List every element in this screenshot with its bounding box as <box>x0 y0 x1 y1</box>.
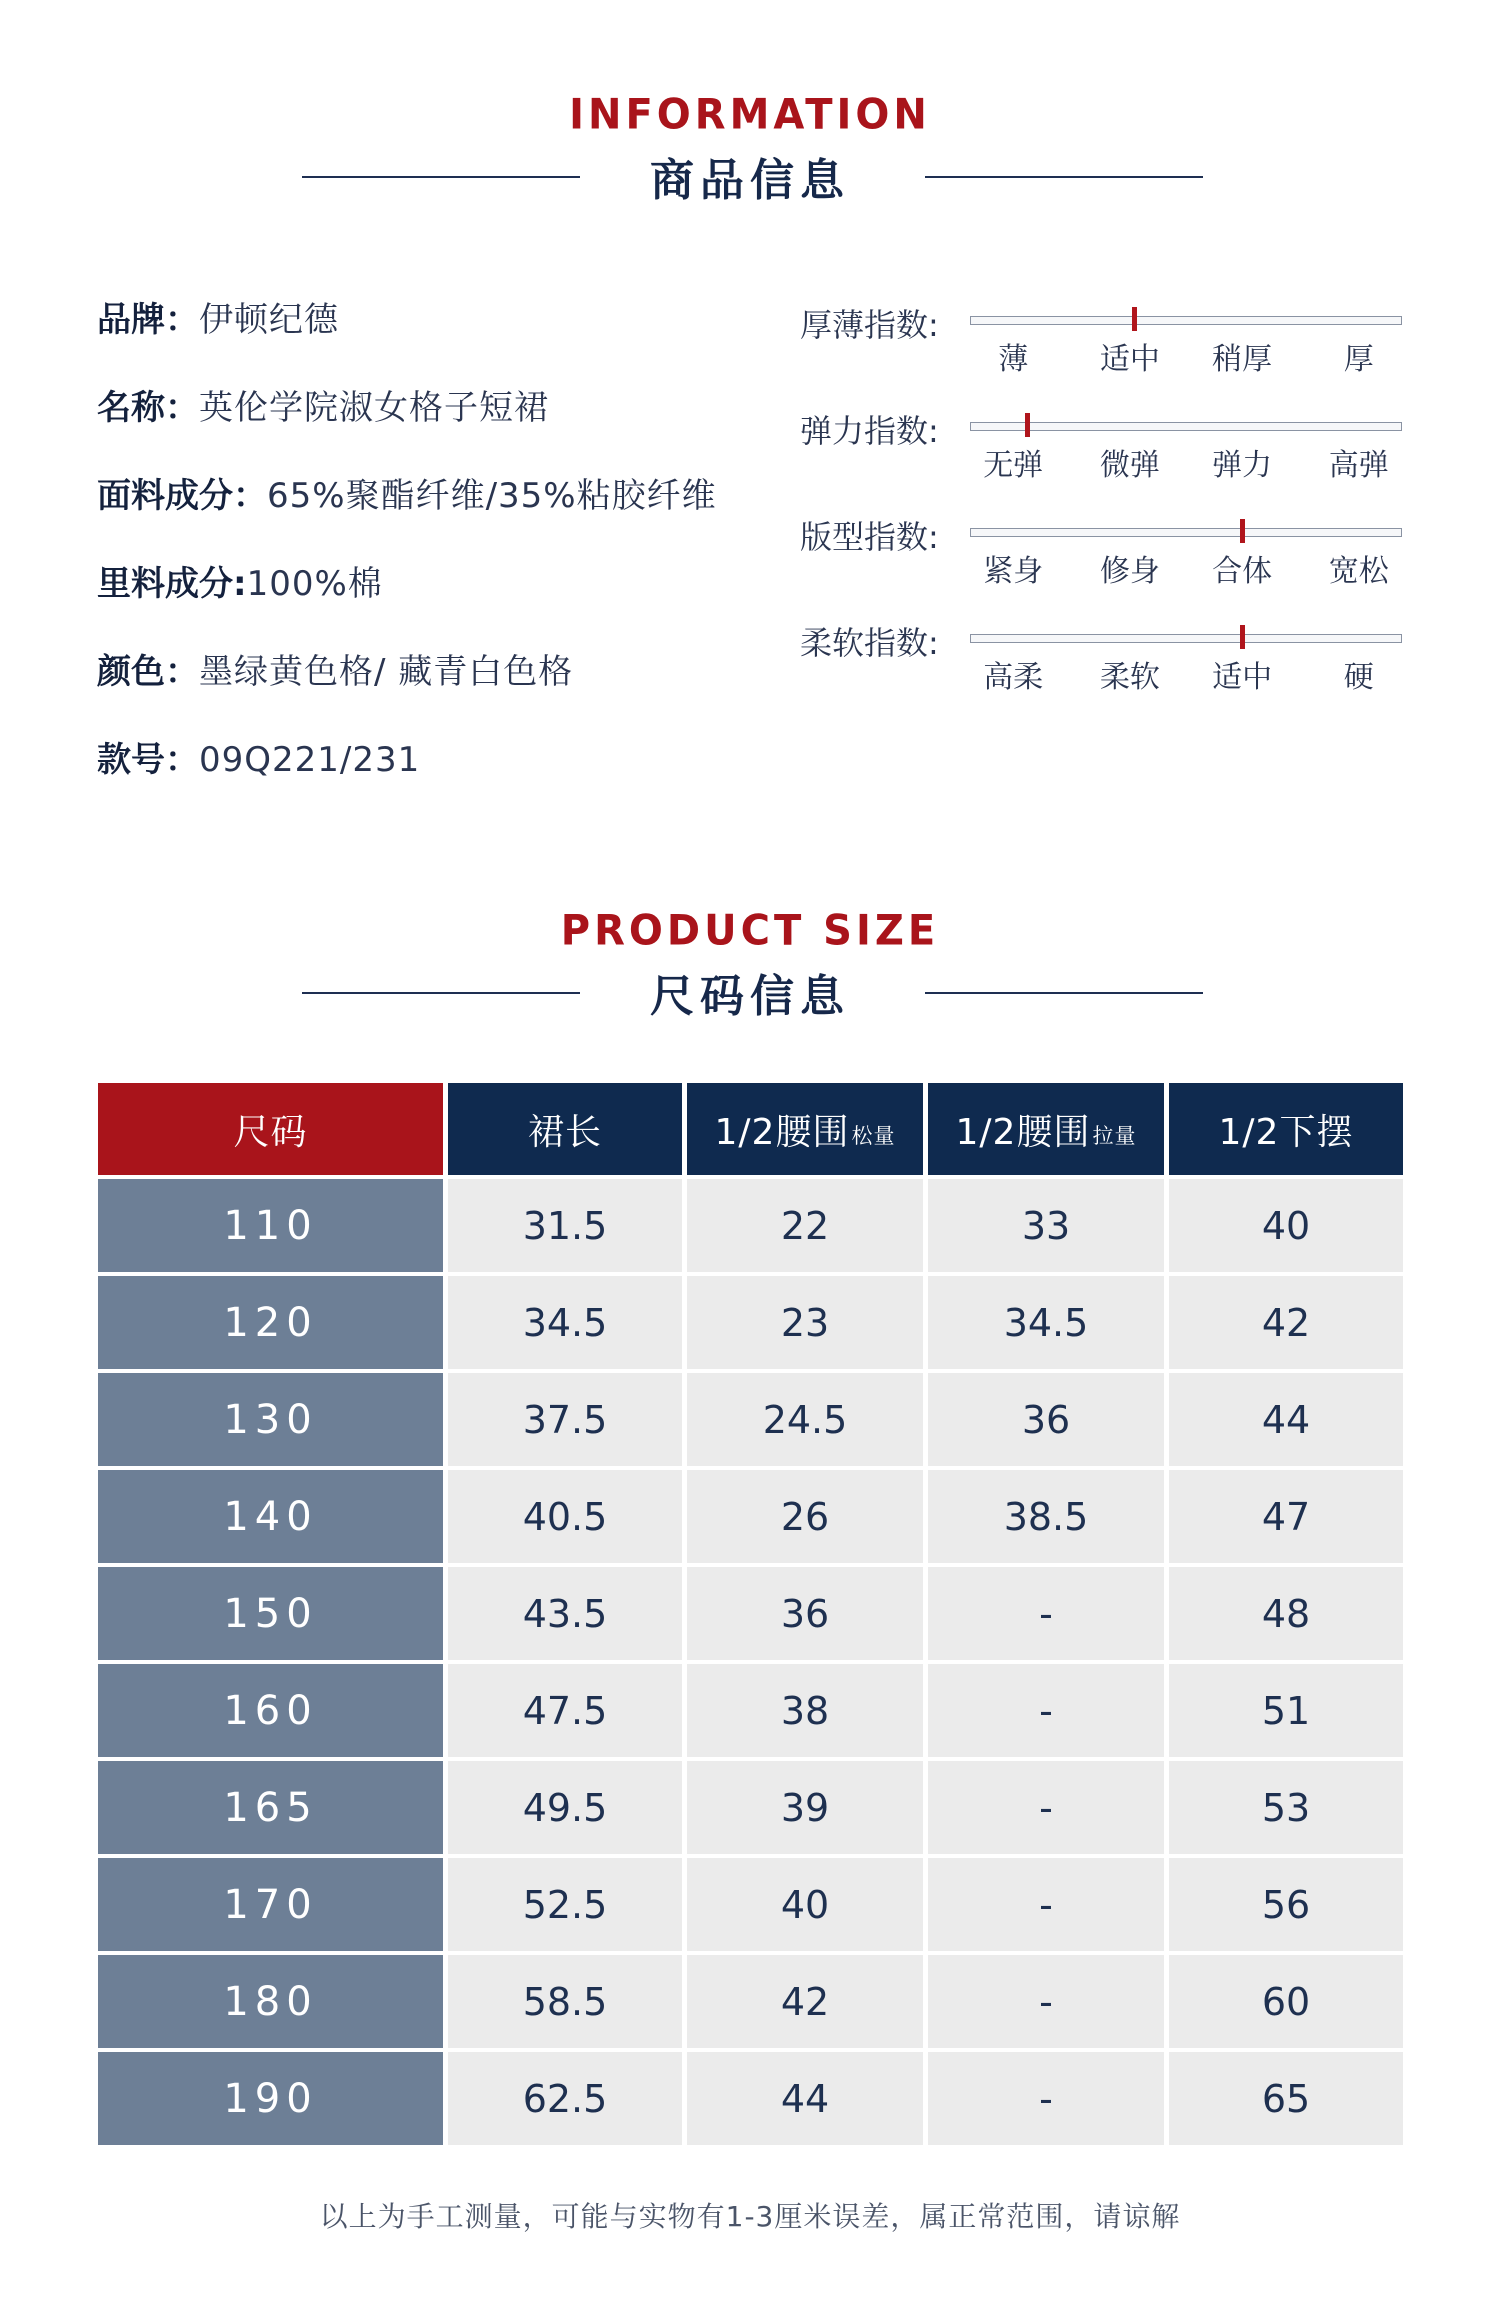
header-label: 1/2腰围 <box>955 1111 1091 1153</box>
index-option: 稍厚 <box>1212 342 1273 377</box>
table-cell: 34.5 <box>928 1276 1164 1369</box>
table-cell: 33 <box>928 1179 1164 1272</box>
table-row <box>98 1955 1403 2052</box>
index-option: 合体 <box>1212 554 1273 589</box>
info-label: 面料成分： <box>97 476 267 516</box>
table-cell: 65 <box>1169 2052 1403 2145</box>
index-option: 紧身 <box>983 554 1044 589</box>
info-row <box>97 730 717 818</box>
table-cell: 36 <box>687 1567 923 1660</box>
header-label: 1/2下摆 <box>1218 1111 1354 1153</box>
table-cell: 39 <box>687 1761 923 1854</box>
size-cell: 160 <box>98 1664 443 1757</box>
index-option: 硬 <box>1343 660 1374 695</box>
size-cell: 130 <box>98 1373 443 1466</box>
index-label: 柔软指数: <box>800 624 939 662</box>
table-cell: 34.5 <box>448 1276 682 1369</box>
table-row <box>98 1373 1403 1470</box>
index-option: 适中 <box>1212 660 1273 695</box>
info-value: 65%聚酯纤维/35%粘胶纤维 <box>267 476 717 516</box>
info-value: 伊顿纪德 <box>199 300 339 340</box>
table-cell: 40 <box>1169 1179 1403 1272</box>
size-title-en: PRODUCT SIZE <box>560 906 940 956</box>
table-row <box>98 2052 1403 2149</box>
header-label: 1/2腰围 <box>714 1111 850 1153</box>
table-cell: 62.5 <box>448 2052 682 2145</box>
table-row <box>98 1276 1403 1373</box>
index-scale <box>800 396 1410 496</box>
info-row <box>97 378 717 466</box>
table-cell: 31.5 <box>448 1179 682 1272</box>
table-cell: 40.5 <box>448 1470 682 1563</box>
table-cell: 36 <box>928 1373 1164 1466</box>
divider-left <box>302 992 580 994</box>
index-bar <box>970 528 1402 537</box>
size-header <box>0 908 1500 1024</box>
info-row <box>97 642 717 730</box>
table-cell: 47.5 <box>448 1664 682 1757</box>
table-cell: 38.5 <box>928 1470 1164 1563</box>
table-row <box>98 1567 1403 1664</box>
index-option: 薄 <box>998 342 1029 377</box>
divider-left <box>302 176 580 178</box>
index-label: 厚薄指数: <box>800 306 939 344</box>
table-cell: 53 <box>1169 1761 1403 1854</box>
size-cell: 180 <box>98 1955 443 2048</box>
table-row <box>98 1664 1403 1761</box>
table-cell: 24.5 <box>687 1373 923 1466</box>
table-row <box>98 1179 1403 1276</box>
table-cell: 26 <box>687 1470 923 1563</box>
index-label: 版型指数: <box>800 518 939 556</box>
table-cell: - <box>928 1567 1164 1660</box>
divider-right <box>925 176 1203 178</box>
table-cell: - <box>928 1664 1164 1757</box>
header-sublabel: 松量 <box>851 1124 896 1148</box>
table-header-cell <box>928 1083 1164 1175</box>
table-cell: 42 <box>687 1955 923 2048</box>
info-value: 100%棉 <box>246 564 383 604</box>
index-option: 高柔 <box>983 660 1044 695</box>
index-bar <box>970 634 1402 643</box>
table-cell: 48 <box>1169 1567 1403 1660</box>
index-marker <box>1132 307 1137 331</box>
table-cell: 37.5 <box>448 1373 682 1466</box>
index-option: 微弹 <box>1099 448 1160 483</box>
index-option: 弹力 <box>1212 448 1273 483</box>
index-option: 无弹 <box>983 448 1044 483</box>
info-label: 名称： <box>97 388 199 428</box>
index-marker <box>1240 519 1245 543</box>
information-title-cn: 商品信息 <box>650 155 850 206</box>
size-cell: 150 <box>98 1567 443 1660</box>
table-cell: 60 <box>1169 1955 1403 2048</box>
table-cell: 22 <box>687 1179 923 1272</box>
size-table <box>98 1083 1403 2149</box>
index-marker <box>1025 413 1030 437</box>
table-cell: 43.5 <box>448 1567 682 1660</box>
info-label: 品牌： <box>97 300 199 340</box>
table-cell: 47 <box>1169 1470 1403 1563</box>
index-option: 适中 <box>1099 342 1160 377</box>
table-cell: 42 <box>1169 1276 1403 1369</box>
info-label: 里料成分: <box>97 564 247 604</box>
index-option: 高弹 <box>1328 448 1389 483</box>
info-label: 颜色： <box>97 652 199 692</box>
info-value: 墨绿黄色格/ 藏青白色格 <box>199 652 574 692</box>
table-cell: 58.5 <box>448 1955 682 2048</box>
header-label: 裙长 <box>527 1111 602 1153</box>
table-cell: 44 <box>687 2052 923 2145</box>
table-row <box>98 1761 1403 1858</box>
information-header <box>0 92 1500 208</box>
size-cell: 110 <box>98 1179 443 1272</box>
table-row <box>98 1470 1403 1567</box>
index-scale <box>800 502 1410 602</box>
index-bar <box>970 316 1402 325</box>
info-row <box>97 466 717 554</box>
index-scale <box>800 290 1410 390</box>
index-scale <box>800 608 1410 708</box>
table-cell: - <box>928 2052 1164 2145</box>
index-option: 厚 <box>1343 342 1374 377</box>
index-option: 修身 <box>1099 554 1160 589</box>
info-row <box>97 290 717 378</box>
table-header-cell <box>98 1083 443 1175</box>
footnote: 以上为手工测量，可能与实物有1-3厘米误差，属正常范围，请谅解 <box>319 2200 1181 2233</box>
table-cell: 40 <box>687 1858 923 1951</box>
table-header-cell <box>448 1083 682 1175</box>
info-value: 英伦学院淑女格子短裙 <box>199 388 549 428</box>
table-cell: 49.5 <box>448 1761 682 1854</box>
index-option: 宽松 <box>1328 554 1389 589</box>
size-cell: 165 <box>98 1761 443 1854</box>
index-label: 弹力指数: <box>800 412 939 450</box>
size-title-cn: 尺码信息 <box>650 971 850 1022</box>
product-info-list <box>97 290 717 818</box>
table-cell: - <box>928 1858 1164 1951</box>
size-cell: 140 <box>98 1470 443 1563</box>
table-header-row <box>98 1083 1403 1179</box>
info-label: 款号： <box>97 740 199 780</box>
information-title-en: INFORMATION <box>569 90 931 140</box>
index-marker <box>1240 625 1245 649</box>
table-row <box>98 1858 1403 1955</box>
divider-right <box>925 992 1203 994</box>
table-cell: - <box>928 1955 1164 2048</box>
info-row <box>97 554 717 642</box>
size-cell: 190 <box>98 2052 443 2145</box>
table-header-cell <box>687 1083 923 1175</box>
table-cell: 23 <box>687 1276 923 1369</box>
size-cell: 120 <box>98 1276 443 1369</box>
table-cell: - <box>928 1761 1164 1854</box>
index-bar <box>970 422 1402 431</box>
info-value: 09Q221/231 <box>199 740 421 780</box>
table-cell: 51 <box>1169 1664 1403 1757</box>
table-header-cell <box>1169 1083 1403 1175</box>
table-cell: 44 <box>1169 1373 1403 1466</box>
table-cell: 38 <box>687 1664 923 1757</box>
size-cell: 170 <box>98 1858 443 1951</box>
index-option: 柔软 <box>1099 660 1160 695</box>
table-cell: 52.5 <box>448 1858 682 1951</box>
header-sublabel: 拉量 <box>1092 1124 1137 1148</box>
header-label: 尺码 <box>233 1111 308 1153</box>
table-cell: 56 <box>1169 1858 1403 1951</box>
